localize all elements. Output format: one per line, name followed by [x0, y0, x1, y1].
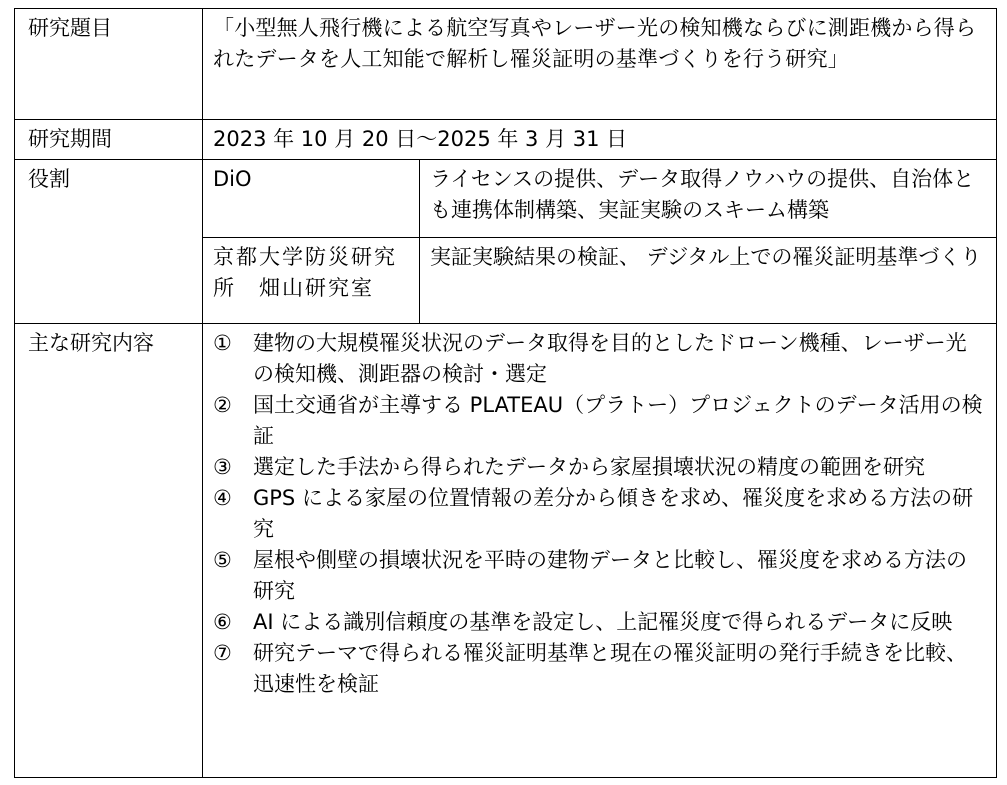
list-item	[213, 607, 986, 638]
list-item	[213, 483, 986, 545]
item-text: AI による識別信頼度の基準を設定し、上記罹災度で得られるデータに反映	[253, 610, 953, 634]
item-number: ⑥	[213, 610, 232, 634]
item-number: ②	[213, 393, 232, 417]
label-roles	[15, 160, 203, 324]
role-org-cell	[203, 160, 420, 238]
research-overview-table	[14, 8, 997, 778]
row-role-dio	[15, 160, 997, 238]
item-number: ⑤	[213, 548, 232, 572]
research-title-value: 「小型無人飛行機による航空写真やレーザー光の検知機ならびに測距機から得られたデータを人工知能で解析し罹災証明の基準づくりを行う研究」	[213, 16, 977, 71]
label-research-title	[15, 9, 203, 120]
value-research-period	[203, 120, 997, 160]
item-text: 選定した手法から得られたデータから家屋損壊状況の精度の範囲を研究	[253, 455, 925, 479]
main-content-cell	[203, 324, 997, 778]
item-text: 屋根や側壁の損壊状況を平時の建物データと比較し、罹災度を求める方法の研究	[253, 548, 967, 603]
item-text: 国土交通省が主導する PLATEAU（プラトー）プロジェクトのデータ活用の検証	[253, 393, 983, 448]
value-research-title	[203, 9, 997, 120]
research-content-list	[213, 328, 986, 700]
role-description: 実証実験結果の検証、 デジタル上での罹災証明基準づくり	[430, 245, 982, 269]
research-period-label: 研究期間	[28, 127, 112, 151]
label-main-content	[15, 324, 203, 778]
research-title-label: 研究題目	[28, 16, 112, 40]
item-number: ④	[213, 486, 232, 510]
role-org-cell	[203, 238, 420, 324]
main-content-label: 主な研究内容	[28, 331, 154, 355]
roles-label: 役割	[28, 167, 70, 191]
row-research-period	[15, 120, 997, 160]
role-org-name: DiO	[213, 167, 252, 191]
research-period-value: 2023 年 10 月 20 日～2025 年 3 月 31 日	[213, 127, 628, 151]
role-description-cell	[420, 238, 997, 324]
list-item	[213, 638, 986, 700]
item-number: ③	[213, 455, 232, 479]
row-research-title	[15, 9, 997, 120]
item-text: 建物の大規模罹災状況のデータ取得を目的としたドローン機種、レーザー光の検知機、測距器の検討・選定	[253, 331, 967, 386]
label-research-period	[15, 120, 203, 160]
role-org-name: 京都大学防災研究所 畑山研究室	[213, 245, 397, 300]
list-item	[213, 328, 986, 390]
item-text: 研究テーマで得られる罹災証明基準と現在の罹災証明の発行手続きを比較、迅速性を検証	[253, 641, 967, 696]
role-description-cell	[420, 160, 997, 238]
item-text: GPS による家屋の位置情報の差分から傾きを求め、罹災度を求める方法の研究	[253, 486, 974, 541]
item-number: ⑦	[213, 641, 232, 665]
item-number: ①	[213, 331, 232, 355]
role-description: ライセンスの提供、データ取得ノウハウの提供、自治体とも連携体制構築、実証実験のスキーム構築	[430, 167, 975, 222]
list-item	[213, 545, 986, 607]
list-item	[213, 452, 986, 483]
list-item	[213, 390, 986, 452]
row-main-content	[15, 324, 997, 778]
